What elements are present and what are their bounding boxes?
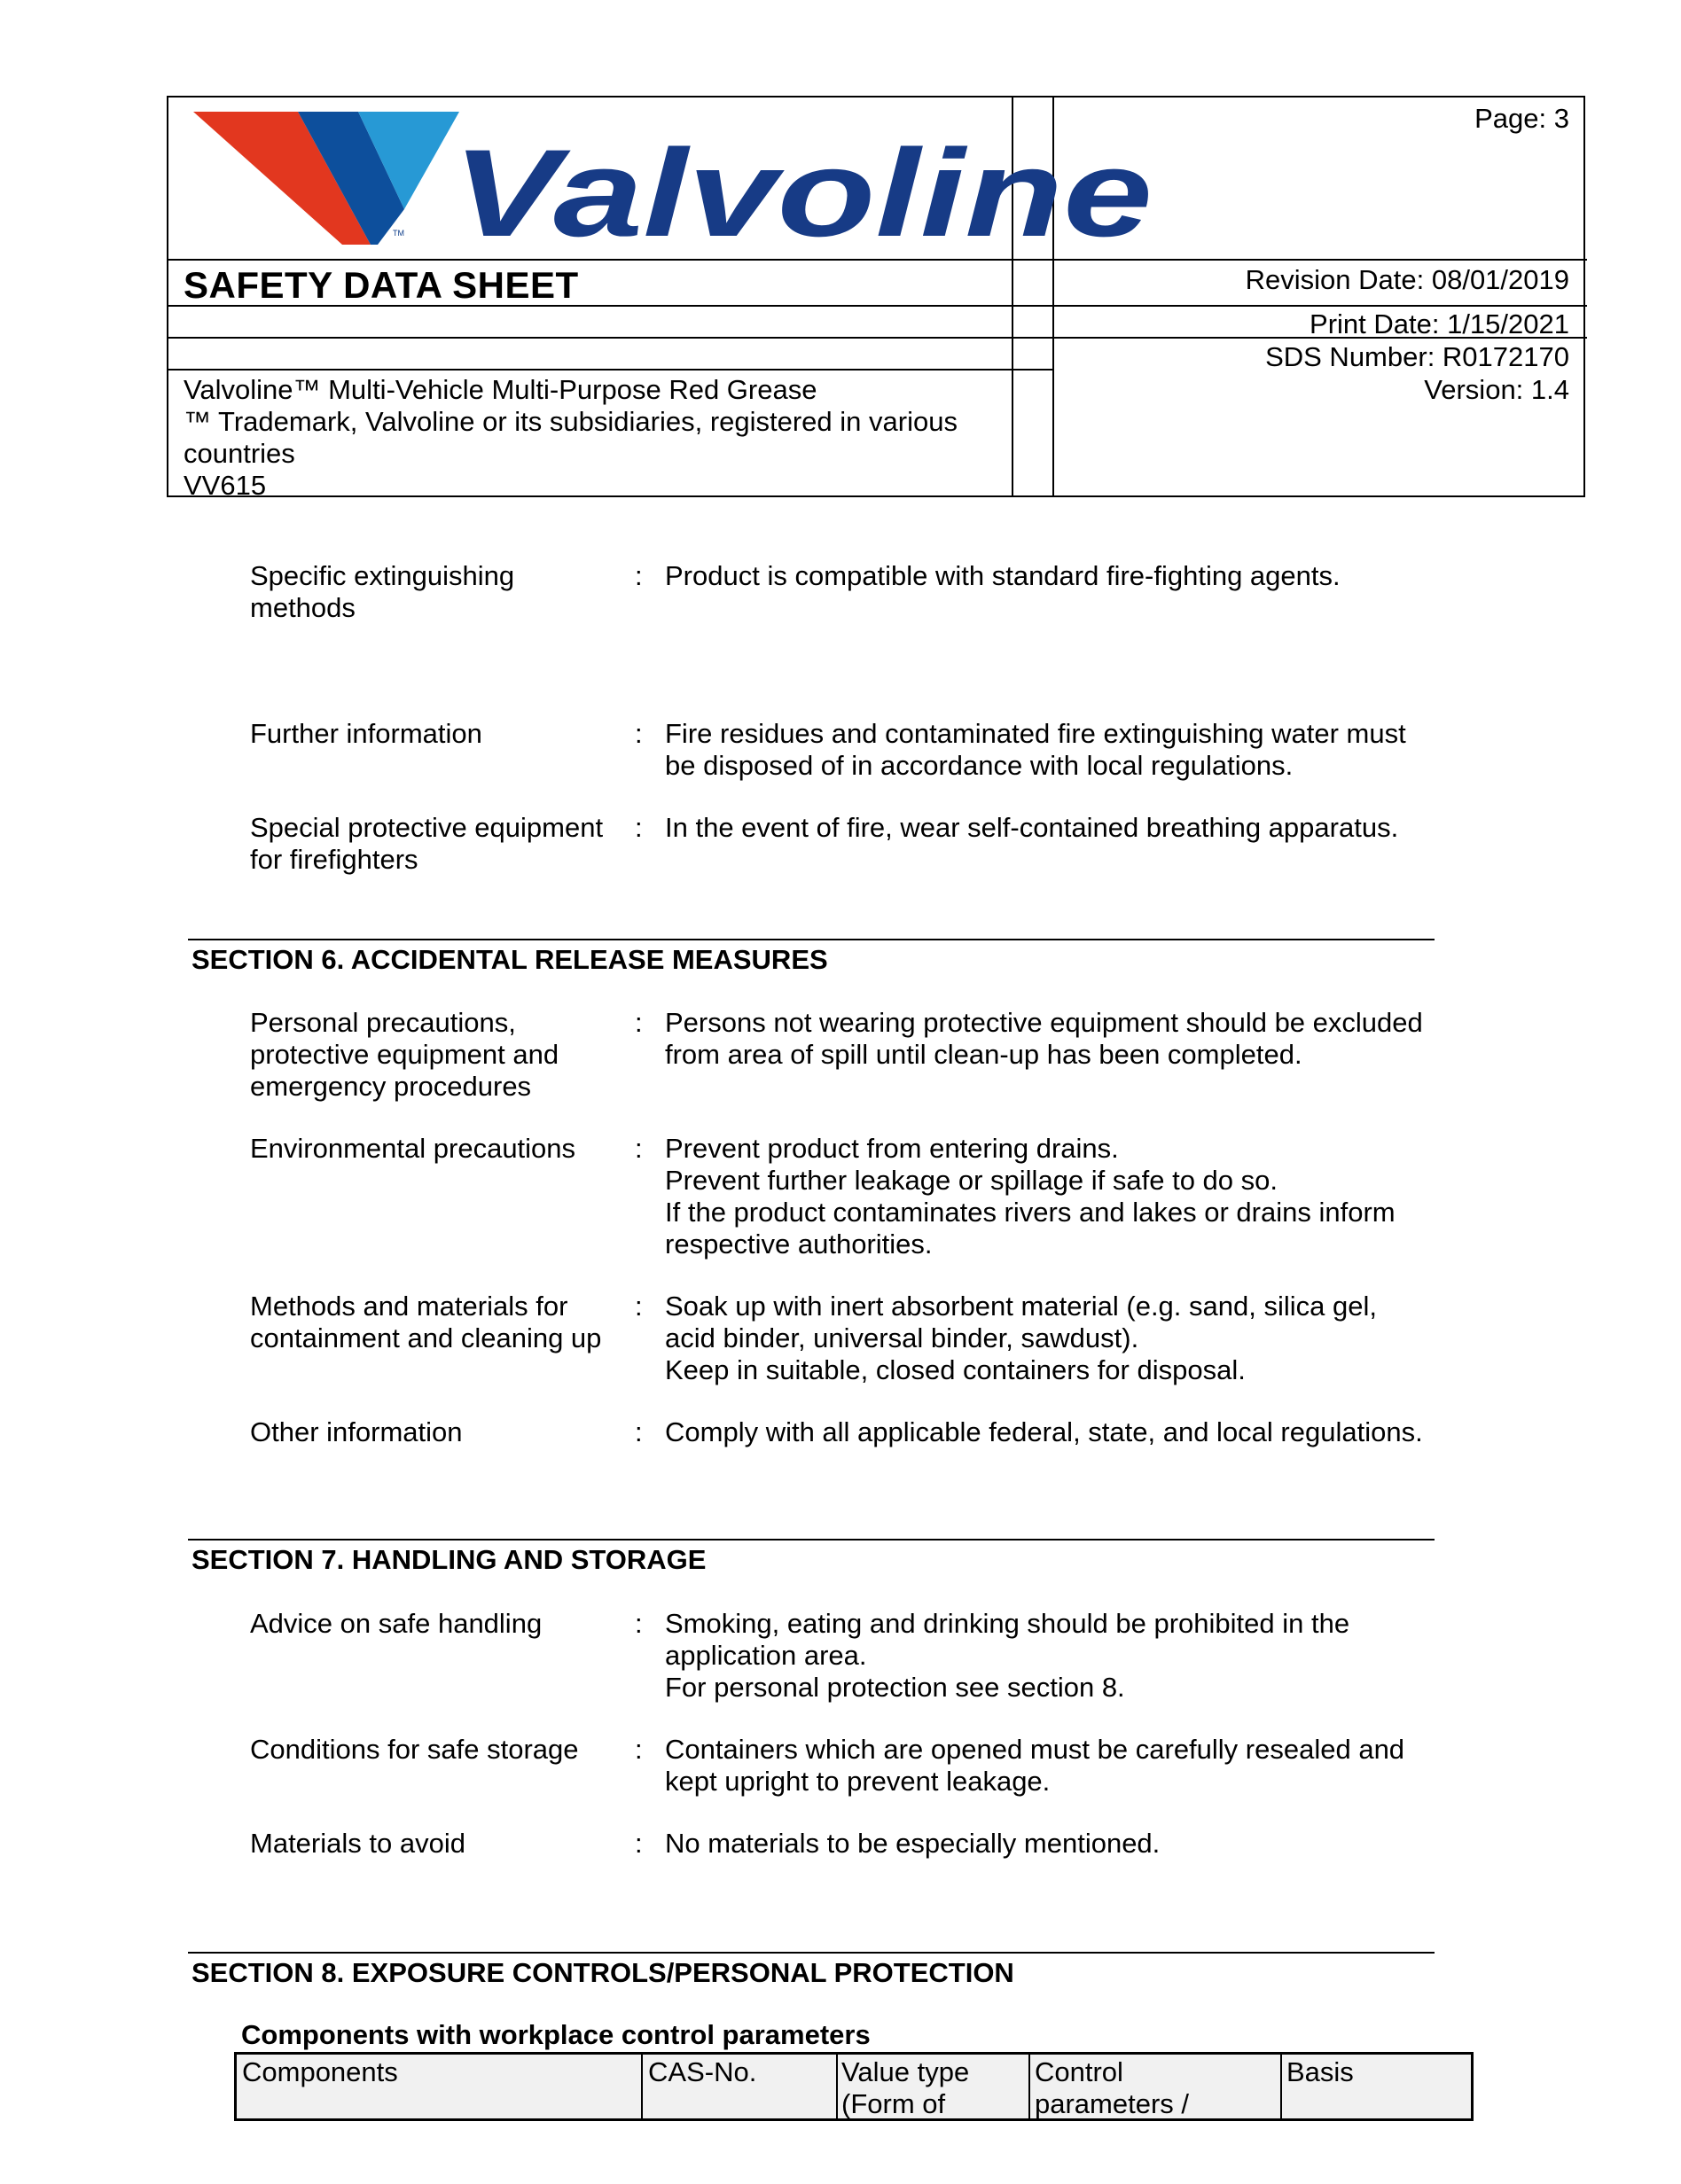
- table-divider: [836, 2055, 838, 2118]
- table-divider: [1280, 2055, 1282, 2118]
- field-label: Methods and materials for containment and cleaning up: [250, 1291, 602, 1353]
- product-identifier: [184, 374, 1070, 502]
- revision-date: Revision Date: 08/01/2019: [1245, 264, 1569, 295]
- field-value: Smoking, eating and drinking should be prohibited in the application area. For personal protection see section 8.: [665, 1608, 1350, 1703]
- version: Version: 1.4: [1424, 374, 1569, 405]
- field-value: Prevent product from entering drains. Prevent further leakage or spillage if safe to do so. If the product contaminates rivers and lakes or drains inform respective authorities.: [665, 1133, 1396, 1260]
- table-divider: [1028, 2055, 1030, 2118]
- valvoline-logo: [193, 105, 1177, 255]
- print-date: Print Date: 1/15/2021: [1310, 308, 1569, 339]
- table-divider: [641, 2055, 643, 2118]
- components-table-title: Components with workplace control parameters: [241, 2019, 871, 2050]
- field-value: Fire residues and contaminated fire extinguishing water must be disposed of in accordance with local regulations.: [665, 718, 1406, 781]
- section-8-title: SECTION 8. EXPOSURE CONTROLS/PERSONAL PROTECTION: [192, 1957, 1014, 1988]
- header-table: [167, 96, 1585, 501]
- colon: :: [635, 1291, 643, 1322]
- header-rule: [1012, 259, 1587, 261]
- logo-tm-mark: TM: [393, 229, 404, 238]
- field-label: Further information: [250, 718, 482, 749]
- sds-number: SDS Number: R0172170: [1265, 341, 1569, 372]
- field-value: Soak up with inert absorbent material (e.g. sand, silica gel, acid binder, universal binder, sawdust). Keep in suitable, closed containers for disposal.: [665, 1291, 1377, 1385]
- field-label: Personal precautions, protective equipment and emergency procedures: [250, 1007, 559, 1102]
- field-value: Containers which are opened must be carefully resealed and kept upright to prevent leakage.: [665, 1734, 1405, 1797]
- section-rule: [188, 939, 1435, 940]
- section-rule: [188, 1539, 1435, 1540]
- field-value: Product is compatible with standard fire-fighting agents.: [665, 560, 1341, 591]
- colon: :: [635, 1734, 643, 1765]
- logo-wordmark: Valvoline: [452, 123, 1153, 255]
- table-header-value-type: Value type (Form of: [841, 2056, 970, 2119]
- colon: :: [635, 812, 643, 843]
- field-label: Materials to avoid: [250, 1828, 465, 1859]
- field-label: Specific extinguishing methods: [250, 560, 515, 623]
- colon: :: [635, 1608, 643, 1639]
- table-header-control-parameters: Control parameters /: [1035, 2056, 1190, 2119]
- product-line: ™ Trademark, Valvoline or its subsidiaries, registered in various: [184, 406, 958, 437]
- field-label: Conditions for safe storage: [250, 1734, 579, 1765]
- table-header-cas-no: CAS-No.: [648, 2056, 757, 2087]
- section-rule: [188, 1952, 1435, 1954]
- product-line: VV615: [184, 470, 267, 501]
- product-line: Valvoline™ Multi-Vehicle Multi-Purpose Red Grease: [184, 374, 817, 405]
- table-header-basis: Basis: [1286, 2056, 1354, 2087]
- field-value: Persons not wearing protective equipment should be excluded from area of spill until clean-up has been completed.: [665, 1007, 1423, 1070]
- header-rule: [168, 369, 1052, 370]
- section-7-title: SECTION 7. HANDLING AND STORAGE: [192, 1544, 707, 1575]
- section-6-title: SECTION 6. ACCIDENTAL RELEASE MEASURES: [192, 944, 828, 975]
- components-table: [234, 2052, 1474, 2121]
- header-rule: [168, 259, 1012, 261]
- field-label: Special protective equipment for firefighters: [250, 812, 604, 875]
- field-label: Environmental precautions: [250, 1133, 576, 1164]
- colon: :: [635, 1828, 643, 1859]
- colon: :: [635, 1416, 643, 1447]
- colon: :: [635, 1007, 643, 1038]
- colon: :: [635, 718, 643, 749]
- colon: :: [635, 560, 643, 591]
- field-value: In the event of fire, wear self-contained breathing apparatus.: [665, 812, 1399, 843]
- table-header-components: Components: [242, 2056, 398, 2087]
- field-value: No materials to be especially mentioned.: [665, 1828, 1161, 1859]
- colon: :: [635, 1133, 643, 1164]
- field-value: Comply with all applicable federal, state, and local regulations.: [665, 1416, 1423, 1447]
- field-label: Other information: [250, 1416, 463, 1447]
- product-line: countries: [184, 438, 295, 469]
- document-title: SAFETY DATA SHEET: [184, 264, 579, 306]
- field-label: Advice on safe handling: [250, 1608, 543, 1639]
- page-number: Page: 3: [1474, 103, 1569, 134]
